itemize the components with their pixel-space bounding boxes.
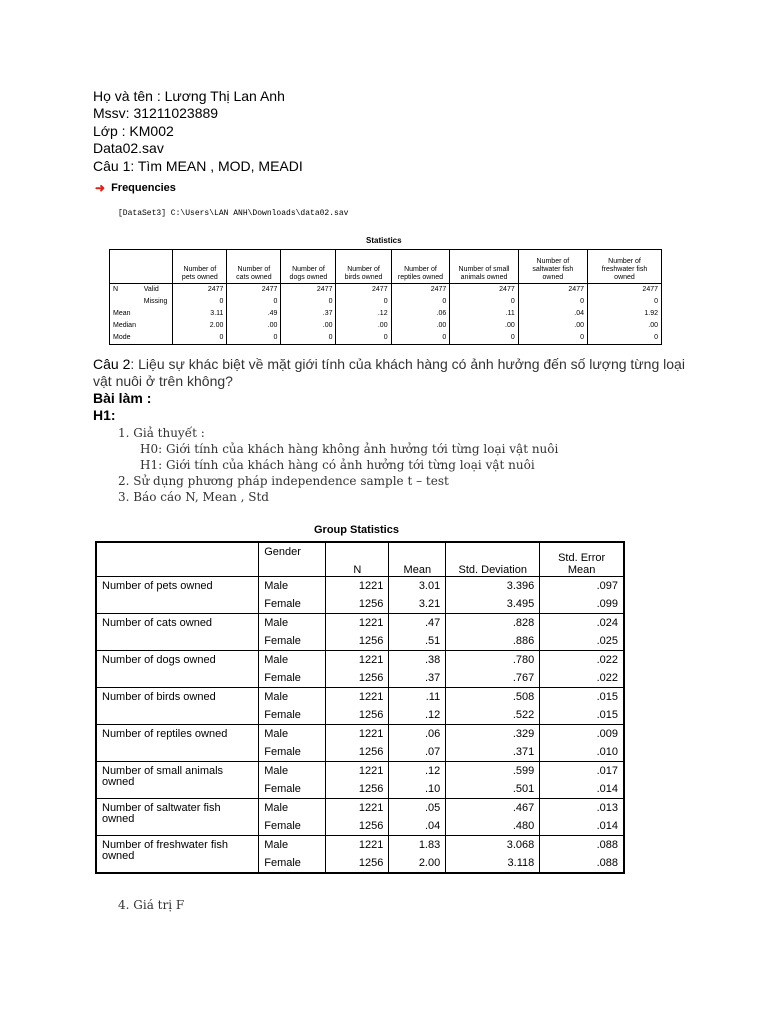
statistics-row: [110, 296, 662, 308]
gender-cell: Female: [259, 632, 326, 651]
statistics-row-sublabel: Missing: [141, 296, 173, 308]
group-stat-cell: 1221: [326, 577, 389, 596]
header-std-error-mean: Std. Error Mean: [540, 542, 624, 577]
statistics-cell: 2477: [281, 284, 336, 297]
group-stat-cell: .013: [540, 799, 624, 818]
statistics-cell: 0: [450, 332, 518, 345]
statistics-cell: 0: [391, 296, 450, 308]
hypothesis-h1-text: H1: Giới tính của khách hàng có ảnh hưởng tới từng loại vật nuôi: [140, 458, 535, 472]
statistics-column-header: Number of cats owned: [227, 250, 281, 284]
group-stat-cell: .11: [389, 688, 446, 707]
group-statistics-table: [95, 541, 625, 874]
statistics-cell: 1.92: [587, 308, 661, 320]
header-std-deviation: Std. Deviation: [446, 542, 540, 577]
group-stat-cell: 1256: [326, 669, 389, 688]
statistics-row-sublabel: [141, 332, 173, 345]
group-stat-cell: .51: [389, 632, 446, 651]
group-stat-cell: .522: [446, 706, 540, 725]
group-stat-cell: 3.118: [446, 854, 540, 873]
group-stat-cell: 3.396: [446, 577, 540, 596]
statistics-column-header: Number of dogs owned: [281, 250, 336, 284]
statistics-cell: 2477: [336, 284, 391, 297]
statistics-cell: 2477: [391, 284, 450, 297]
step-4: 4. Giá trị F: [118, 898, 185, 912]
statistics-cell: 2477: [587, 284, 661, 297]
group-stat-cell: .024: [540, 614, 624, 633]
gender-cell: Male: [264, 765, 289, 777]
variable-name: Number of small animals owned: [96, 762, 259, 799]
group-stat-cell: .022: [540, 669, 624, 688]
statistics-cell: 0: [173, 332, 227, 345]
statistics-cell: .37: [281, 308, 336, 320]
question-2: [93, 356, 693, 424]
statistics-column-header: Number of small animals owned: [450, 250, 518, 284]
group-stat-cell: .886: [446, 632, 540, 651]
statistics-cell: 2477: [227, 284, 281, 297]
statistics-cell: .00: [391, 320, 450, 332]
gender-cell: Female: [259, 780, 326, 799]
gender-cell: Male: [264, 691, 289, 703]
gender-cell: Female: [259, 854, 326, 873]
group-row: [96, 799, 624, 818]
class-code: Lớp : KM002: [93, 123, 174, 139]
statistics-row-label: Mean: [110, 308, 141, 320]
step-1: 1. Giả thuyết :: [118, 426, 205, 440]
group-stat-cell: .508: [446, 688, 540, 707]
statistics-cell: 0: [391, 332, 450, 345]
group-stat-cell: .025: [540, 632, 624, 651]
group-stat-cell: 1256: [326, 780, 389, 799]
statistics-cell: 2.00: [173, 320, 227, 332]
statistics-cell: 0: [336, 296, 391, 308]
gender-cell: Male: [264, 617, 289, 629]
frequencies-heading: [95, 181, 176, 195]
statistics-cell: 0: [518, 332, 587, 345]
statistics-cell: .00: [281, 320, 336, 332]
statistics-row: [110, 308, 662, 320]
statistics-row-sublabel: [141, 320, 173, 332]
group-stat-cell: 1221: [326, 651, 389, 670]
statistics-cell: 0: [281, 296, 336, 308]
header-n: N: [326, 542, 389, 577]
group-stat-cell: .015: [540, 688, 624, 707]
statistics-column-header: Number of saltwater fish owned: [518, 250, 587, 284]
question-1: Câu 1: Tìm MEAN , MOD, MEADI: [93, 158, 303, 174]
group-row: [96, 836, 624, 855]
group-stat-cell: .780: [446, 651, 540, 670]
group-stat-cell: 1221: [326, 614, 389, 633]
statistics-row-sublabel: [141, 308, 173, 320]
statistics-cell: .00: [336, 320, 391, 332]
data-file: Data02.sav: [93, 140, 164, 156]
statistics-row-label: N: [110, 284, 141, 297]
group-stat-cell: .017: [540, 762, 624, 781]
step-2: 2. Sử dụng phương pháp independence sample t – test: [118, 474, 449, 488]
group-stat-cell: 1221: [326, 836, 389, 855]
group-corner-cell: [96, 542, 259, 577]
group-stat-cell: .05: [389, 799, 446, 818]
group-row: [96, 651, 624, 670]
group-row: [96, 688, 624, 707]
statistics-cell: .00: [227, 320, 281, 332]
group-stat-cell: 3.495: [446, 595, 540, 614]
group-stat-cell: .10: [389, 780, 446, 799]
statistics-row-label: Mode: [110, 332, 141, 345]
group-stat-cell: 1256: [326, 632, 389, 651]
gender-cell: Male: [264, 654, 289, 666]
statistics-title: Statistics: [366, 236, 402, 245]
statistics-cell: 0: [587, 332, 661, 345]
hypothesis-h0-text: H0: Giới tính của khách hàng không ảnh hưởng tới từng loại vật nuôi: [140, 442, 559, 456]
statistics-cell: 0: [173, 296, 227, 308]
gender-cell: Male: [264, 839, 289, 851]
group-stat-cell: 3.01: [389, 577, 446, 596]
statistics-cell: .00: [518, 320, 587, 332]
group-stat-cell: 1.83: [389, 836, 446, 855]
group-stat-cell: 3.068: [446, 836, 540, 855]
frequencies-label: Frequencies: [111, 182, 176, 194]
group-stat-cell: .07: [389, 743, 446, 762]
student-id: Mssv: 31211023889: [93, 105, 219, 121]
gender-cell: Female: [259, 595, 326, 614]
group-stat-cell: 1221: [326, 762, 389, 781]
variable-name: Number of reptiles owned: [96, 725, 259, 762]
group-stat-cell: .329: [446, 725, 540, 744]
statistics-cell: 0: [227, 332, 281, 345]
group-stat-cell: .767: [446, 669, 540, 688]
group-stat-cell: .014: [540, 780, 624, 799]
h1-heading: H1:: [93, 407, 116, 423]
group-stat-cell: .828: [446, 614, 540, 633]
group-stat-cell: .599: [446, 762, 540, 781]
statistics-cell: 3.11: [173, 308, 227, 320]
statistics-row: [110, 332, 662, 345]
arrow-right-icon: ➜: [95, 181, 106, 195]
statistics-cell: 0: [336, 332, 391, 345]
group-row: [96, 762, 624, 781]
gender-cell: Male: [264, 728, 289, 740]
variable-name: Number of saltwater fish owned: [96, 799, 259, 836]
group-stat-cell: .47: [389, 614, 446, 633]
group-stat-cell: 1221: [326, 799, 389, 818]
group-stat-cell: .014: [540, 817, 624, 836]
group-stat-cell: 1256: [326, 706, 389, 725]
group-stat-cell: 1256: [326, 743, 389, 762]
group-statistics-header-row: [96, 542, 624, 577]
statistics-cell: .04: [518, 308, 587, 320]
bai-lam-heading: Bài làm :: [93, 390, 152, 406]
statistics-column-header: Number of birds owned: [336, 250, 391, 284]
group-stat-cell: .097: [540, 577, 624, 596]
statistics-row: [110, 320, 662, 332]
gender-cell: Male: [264, 580, 289, 592]
group-row: [96, 577, 624, 596]
group-stat-cell: .37: [389, 669, 446, 688]
statistics-cell: .49: [227, 308, 281, 320]
header-mean: Mean: [389, 542, 446, 577]
statistics-column-header: Number of reptiles owned: [391, 250, 450, 284]
group-stat-cell: .022: [540, 651, 624, 670]
group-stat-cell: .467: [446, 799, 540, 818]
statistics-cell: 2477: [173, 284, 227, 297]
gender-cell: Male: [264, 802, 289, 814]
variable-name: Number of birds owned: [96, 688, 259, 725]
group-row: [96, 614, 624, 633]
question-2-text: : Liệu sự khác biệt về mặt giới tính của khách hàng có ảnh hưởng đến số lượng từng loại vật nuôi ở trên không?: [93, 356, 685, 389]
group-stat-cell: .088: [540, 854, 624, 873]
student-name: Họ và tên : Lương Thị Lan Anh: [93, 88, 285, 104]
statistics-cell: 0: [450, 296, 518, 308]
statistics-row: [110, 284, 662, 297]
statistics-cell: .12: [336, 308, 391, 320]
group-stat-cell: 1256: [326, 595, 389, 614]
gender-cell: Female: [259, 743, 326, 762]
gender-cell: Female: [259, 817, 326, 836]
group-stat-cell: .480: [446, 817, 540, 836]
statistics-cell: 2477: [518, 284, 587, 297]
step-3: 3. Báo cáo N, Mean , Std: [118, 490, 269, 504]
statistics-row-sublabel: Valid: [141, 284, 173, 297]
group-stat-cell: .010: [540, 743, 624, 762]
gender-cell: Female: [259, 706, 326, 725]
group-stat-cell: .12: [389, 762, 446, 781]
statistics-cell: .11: [450, 308, 518, 320]
statistics-cell: 0: [587, 296, 661, 308]
variable-name: Number of pets owned: [96, 577, 259, 614]
variable-name: Number of freshwater fish owned: [96, 836, 259, 874]
statistics-cell: 0: [518, 296, 587, 308]
group-stat-cell: 3.21: [389, 595, 446, 614]
group-stat-cell: .009: [540, 725, 624, 744]
question-2-label: Câu 2: [93, 356, 131, 372]
statistics-cell: .06: [391, 308, 450, 320]
statistics-cell: 2477: [450, 284, 518, 297]
group-statistics-title: Group Statistics: [314, 524, 399, 536]
group-stat-cell: .38: [389, 651, 446, 670]
group-stat-cell: .501: [446, 780, 540, 799]
dataset-path: [DataSet3] C:\Users\LAN ANH\Downloads\data02.sav: [118, 209, 349, 218]
group-stat-cell: .06: [389, 725, 446, 744]
group-stat-cell: .371: [446, 743, 540, 762]
group-stat-cell: 2.00: [389, 854, 446, 873]
header-gender: Gender: [259, 542, 326, 577]
group-stat-cell: .099: [540, 595, 624, 614]
statistics-cell: 0: [281, 332, 336, 345]
group-stat-cell: .088: [540, 836, 624, 855]
group-stat-cell: .015: [540, 706, 624, 725]
statistics-row-label: [110, 296, 141, 308]
group-row: [96, 725, 624, 744]
statistics-cell: .00: [587, 320, 661, 332]
group-stat-cell: 1256: [326, 854, 389, 873]
statistics-column-header: Number of pets owned: [173, 250, 227, 284]
statistics-cell: .00: [450, 320, 518, 332]
group-stat-cell: 1221: [326, 725, 389, 744]
statistics-table: [109, 249, 662, 345]
gender-cell: Female: [259, 669, 326, 688]
statistics-header-row: [110, 250, 662, 284]
group-stat-cell: .04: [389, 817, 446, 836]
group-stat-cell: 1256: [326, 817, 389, 836]
variable-name: Number of dogs owned: [96, 651, 259, 688]
group-stat-cell: .12: [389, 706, 446, 725]
statistics-corner-cell: [110, 250, 173, 284]
variable-name: Number of cats owned: [96, 614, 259, 651]
statistics-column-header: Number of freshwater fish owned: [587, 250, 661, 284]
statistics-row-label: Median: [110, 320, 141, 332]
group-stat-cell: 1221: [326, 688, 389, 707]
statistics-cell: 0: [227, 296, 281, 308]
